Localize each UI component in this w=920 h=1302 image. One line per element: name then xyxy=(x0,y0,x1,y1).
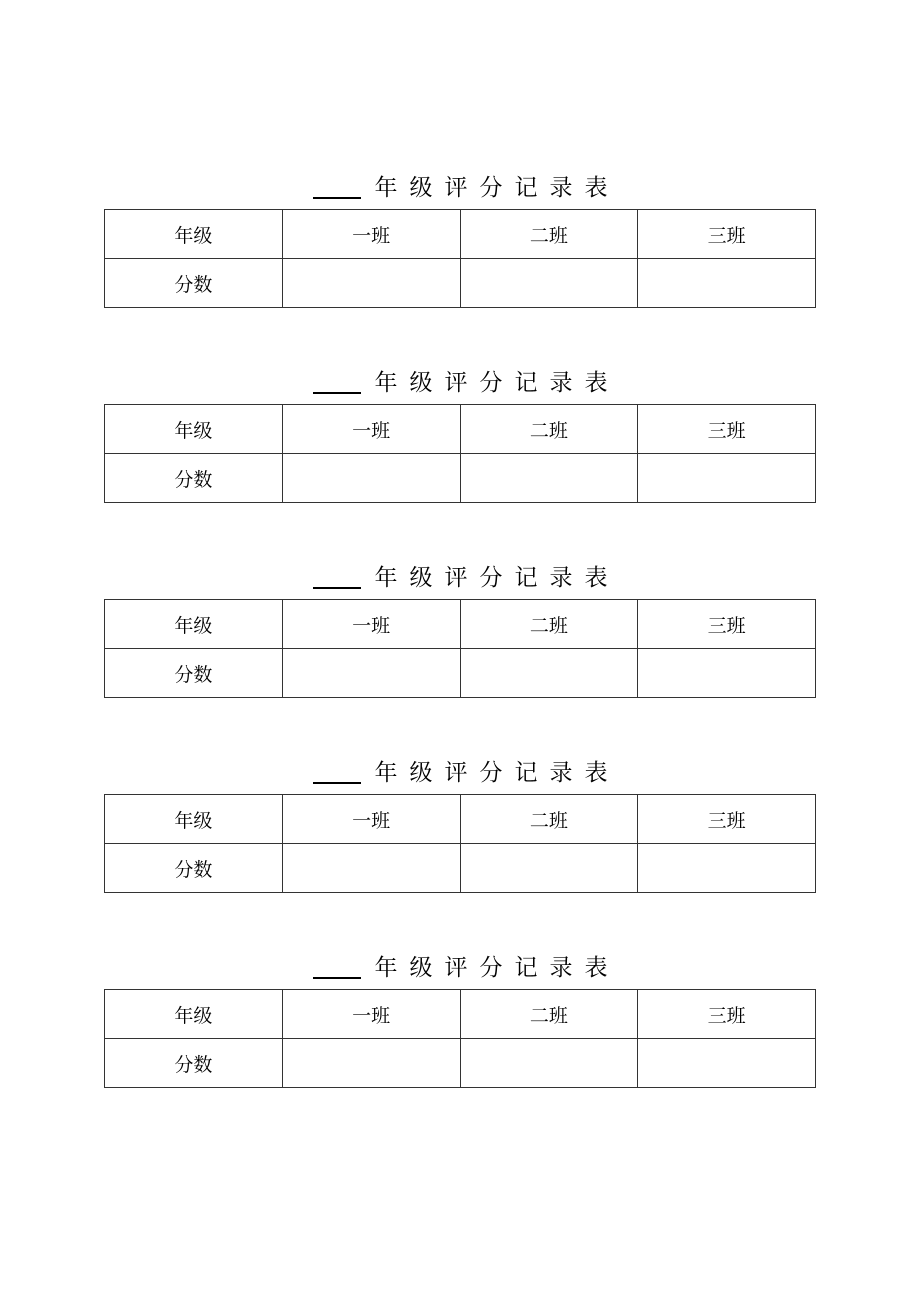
sheet-title-text: 年级评分记录表 xyxy=(374,565,620,591)
grade-label-cell: 年级 xyxy=(105,795,283,844)
score-sheet-1 xyxy=(104,163,816,308)
class-3-header: 三班 xyxy=(638,405,816,454)
table-header-row xyxy=(105,600,816,649)
table-score-row xyxy=(105,649,816,698)
class-1-score-cell[interactable] xyxy=(282,259,460,308)
table-score-row xyxy=(105,1039,816,1088)
class-3-header: 三班 xyxy=(638,990,816,1039)
sheet-title-text: 年级评分记录表 xyxy=(374,175,620,201)
class-1-score-cell[interactable] xyxy=(282,454,460,503)
grade-label-cell: 年级 xyxy=(105,990,283,1039)
score-table xyxy=(104,599,816,698)
class-1-header: 一班 xyxy=(282,795,460,844)
score-label-cell: 分数 xyxy=(105,649,283,698)
sheet-title-text: 年级评分记录表 xyxy=(374,760,620,786)
grade-label-cell: 年级 xyxy=(105,210,283,259)
class-1-header: 一班 xyxy=(282,210,460,259)
class-3-header: 三班 xyxy=(638,600,816,649)
score-label-cell: 分数 xyxy=(105,1039,283,1088)
class-2-header: 二班 xyxy=(460,405,638,454)
class-3-score-cell[interactable] xyxy=(638,259,816,308)
sheet-title-text: 年级评分记录表 xyxy=(374,370,620,396)
class-3-header: 三班 xyxy=(638,210,816,259)
class-1-header: 一班 xyxy=(282,990,460,1039)
table-header-row xyxy=(105,990,816,1039)
score-sheet-4 xyxy=(104,748,816,893)
table-score-row xyxy=(105,454,816,503)
class-2-score-cell[interactable] xyxy=(460,1039,638,1088)
table-score-row xyxy=(105,259,816,308)
sheet-title xyxy=(104,163,816,209)
score-sheet-3 xyxy=(104,553,816,698)
class-3-score-cell[interactable] xyxy=(638,649,816,698)
grade-blank-field[interactable] xyxy=(313,587,361,589)
score-label-cell: 分数 xyxy=(105,259,283,308)
score-table xyxy=(104,404,816,503)
class-2-score-cell[interactable] xyxy=(460,259,638,308)
class-2-score-cell[interactable] xyxy=(460,649,638,698)
class-2-header: 二班 xyxy=(460,210,638,259)
table-score-row xyxy=(105,844,816,893)
class-1-score-cell[interactable] xyxy=(282,649,460,698)
grade-blank-field[interactable] xyxy=(313,977,361,979)
sheet-title xyxy=(104,358,816,404)
score-table xyxy=(104,209,816,308)
class-1-header: 一班 xyxy=(282,600,460,649)
class-3-score-cell[interactable] xyxy=(638,454,816,503)
sheet-title xyxy=(104,748,816,794)
score-table xyxy=(104,989,816,1088)
table-header-row xyxy=(105,405,816,454)
table-header-row xyxy=(105,795,816,844)
score-label-cell: 分数 xyxy=(105,844,283,893)
class-1-header: 一班 xyxy=(282,405,460,454)
class-3-score-cell[interactable] xyxy=(638,1039,816,1088)
class-2-header: 二班 xyxy=(460,600,638,649)
sheet-title xyxy=(104,553,816,599)
grade-label-cell: 年级 xyxy=(105,600,283,649)
grade-label-cell: 年级 xyxy=(105,405,283,454)
class-2-score-cell[interactable] xyxy=(460,454,638,503)
grade-blank-field[interactable] xyxy=(313,392,361,394)
grade-blank-field[interactable] xyxy=(313,782,361,784)
grade-blank-field[interactable] xyxy=(313,197,361,199)
table-header-row xyxy=(105,210,816,259)
class-2-header: 二班 xyxy=(460,990,638,1039)
score-table xyxy=(104,794,816,893)
class-1-score-cell[interactable] xyxy=(282,844,460,893)
sheet-title xyxy=(104,943,816,989)
class-3-score-cell[interactable] xyxy=(638,844,816,893)
score-sheet-5 xyxy=(104,943,816,1088)
score-label-cell: 分数 xyxy=(105,454,283,503)
class-2-score-cell[interactable] xyxy=(460,844,638,893)
class-3-header: 三班 xyxy=(638,795,816,844)
class-1-score-cell[interactable] xyxy=(282,1039,460,1088)
class-2-header: 二班 xyxy=(460,795,638,844)
score-sheet-2 xyxy=(104,358,816,503)
sheet-title-text: 年级评分记录表 xyxy=(374,955,620,981)
